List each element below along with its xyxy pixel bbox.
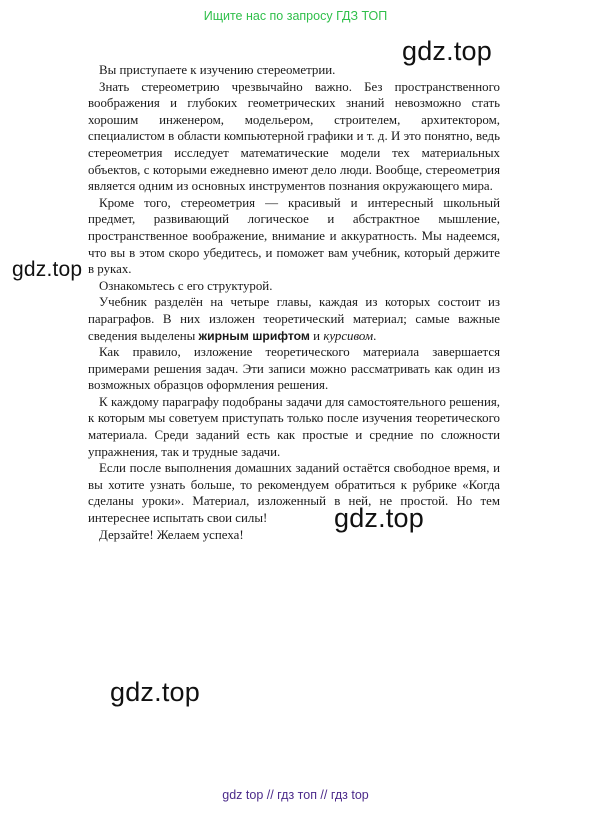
paragraph-text: . — [373, 328, 377, 343]
paragraph: Вы приступаете к изучению стереометрии. — [99, 63, 336, 77]
text-body — [88, 62, 500, 543]
paragraph: Как правило, изложение теоретического материала завершается примерами решения задач. Эти записи можно рассматривать как один из возможных образцов оформления решения. — [88, 345, 500, 393]
paragraph: Дерзайте! Желаем успеха! — [99, 527, 244, 542]
watermark: gdz.top — [12, 258, 83, 281]
top-banner: Ищите нас по запросу ГДЗ ТОП — [203, 9, 388, 23]
paragraph: Знать стереометрию чрезвычайно важно. Без пространственного воображения и глубоких геометрических знаний невозможно стать хорошим инженером, модельером, строителем, архитектором, специалистом в области компьютерной графики и т. д. И это понятно, ведь стереометрия исследует математические модели тех материальных объектов, с которыми ежедневно имеют дело люди. Вообще, стереометрия является одним из основных инструментов познания окружающего мира. — [88, 79, 500, 194]
watermark: gdz.top — [402, 36, 492, 66]
paragraph-text: Учебник разделён на четыре главы, каждая из которых состоит из параграфов. В них изложен теоретический материал; самые важные сведения выделены — [88, 295, 500, 343]
paragraph: Кроме того, стереометрия — красивый и интересный школьный предмет, развивающий логическое и абстрактное мышление, пространственное воображение, внимание и аккуратность. Мы надеемся, что вы в этом скоро убедитесь, и поможет вам учебник, который держите в руках. — [88, 195, 500, 277]
paragraph: К каждому параграфу подобраны задачи для самостоятельного решения, к которым мы советуем приступать только после изучения теоретического материала. Среди заданий есть как простые и средние по сложности упражнения, так и трудные задачи. — [88, 394, 500, 459]
paragraph: Ознакомьтесь с его структурой. — [99, 278, 273, 293]
footer-links[interactable]: gdz top // гдз топ // гдз top — [222, 788, 369, 802]
italic-term: курсивом — [323, 328, 374, 343]
paragraph-text: и — [309, 328, 324, 343]
paragraph — [88, 294, 500, 344]
watermark: gdz.top — [110, 677, 200, 707]
paragraph: Если после выполнения домашних заданий остаётся свободное время, и вы хотите узнать больше, то рекомендуем обратиться к рубрике «Когда сделаны уроки». Материал, изложенный в ней, не простой. Но тем интереснее испытать свои силы! — [88, 461, 500, 526]
watermark: gdz.top — [334, 503, 424, 533]
bold-term: жирным шрифтом — [198, 328, 310, 343]
